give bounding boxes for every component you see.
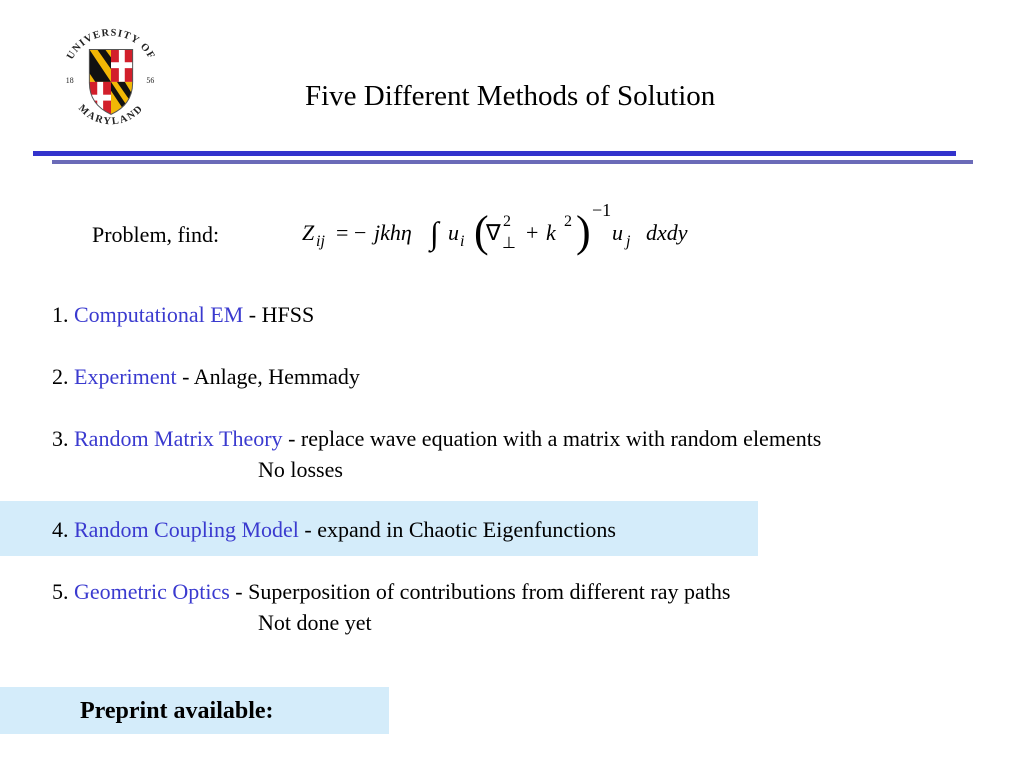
svg-text:∫: ∫ — [430, 215, 439, 251]
method-number: 4. — [52, 517, 69, 542]
svg-text:=: = — [336, 220, 349, 245]
problem-label: Problem, find: — [92, 222, 220, 247]
method-number: 1. — [52, 302, 69, 327]
seal-year-right: 56 — [146, 75, 155, 85]
svg-text:2: 2 — [564, 213, 572, 230]
method-description: - HFSS — [243, 302, 315, 327]
seal-ring-top-text: UNIVERSITY OF — [65, 27, 157, 62]
method-description: - Superposition of contributions from different ray paths — [229, 579, 731, 604]
svg-text:+: + — [526, 220, 539, 245]
svg-text:−1: −1 — [592, 200, 612, 220]
svg-text:2: 2 — [503, 213, 511, 230]
method-item-5 — [52, 579, 730, 605]
method-3-note: No losses — [258, 457, 343, 482]
svg-text:∇: ∇ — [486, 220, 501, 245]
method-name: Random Matrix Theory — [74, 426, 283, 451]
method-number: 2. — [52, 364, 69, 389]
slide-title: Five Different Methods of Solution — [305, 80, 716, 112]
svg-text:): ) — [576, 207, 591, 256]
method-item-2 — [52, 364, 360, 390]
svg-text:⊥: ⊥ — [502, 235, 516, 252]
maryland-flag-shield — [89, 49, 132, 114]
title-rule-bottom — [52, 160, 973, 164]
method-description: - replace wave equation with a matrix with random elements — [282, 426, 822, 451]
method-number: 5. — [52, 579, 69, 604]
title-rule-top — [33, 151, 956, 156]
svg-text:jkhη: jkhη — [374, 220, 412, 245]
method-5-note: Not done yet — [258, 610, 372, 635]
seal-year-left: 18 — [65, 75, 74, 85]
university-seal-logo — [52, 18, 170, 136]
svg-text:−: − — [354, 220, 367, 245]
svg-text:(: ( — [474, 207, 489, 256]
method-name: Computational EM — [74, 302, 244, 327]
preprint-label: Preprint available: — [80, 698, 274, 724]
method-name: Geometric Optics — [74, 579, 230, 604]
method-description: - Anlage, Hemmady — [176, 364, 360, 389]
svg-text:Z: Z — [302, 220, 315, 245]
svg-text:j: j — [626, 233, 631, 250]
method-name: Random Coupling Model — [74, 517, 299, 542]
svg-text:u: u — [612, 220, 623, 245]
method-item-3 — [52, 426, 821, 452]
method-item-4 — [52, 517, 616, 543]
svg-text:k: k — [546, 220, 556, 245]
svg-text:dxdy: dxdy — [646, 220, 688, 245]
method-description: - expand in Chaotic Eigenfunctions — [298, 517, 616, 542]
svg-text:u: u — [448, 220, 459, 245]
svg-text:i: i — [460, 233, 465, 250]
svg-text:ij: ij — [316, 233, 325, 250]
method-number: 3. — [52, 426, 69, 451]
method-item-1 — [52, 302, 314, 328]
seal-ring-bottom-text: MARYLAND — [75, 102, 146, 128]
method-name: Experiment — [74, 364, 177, 389]
impedance-equation — [302, 196, 722, 266]
